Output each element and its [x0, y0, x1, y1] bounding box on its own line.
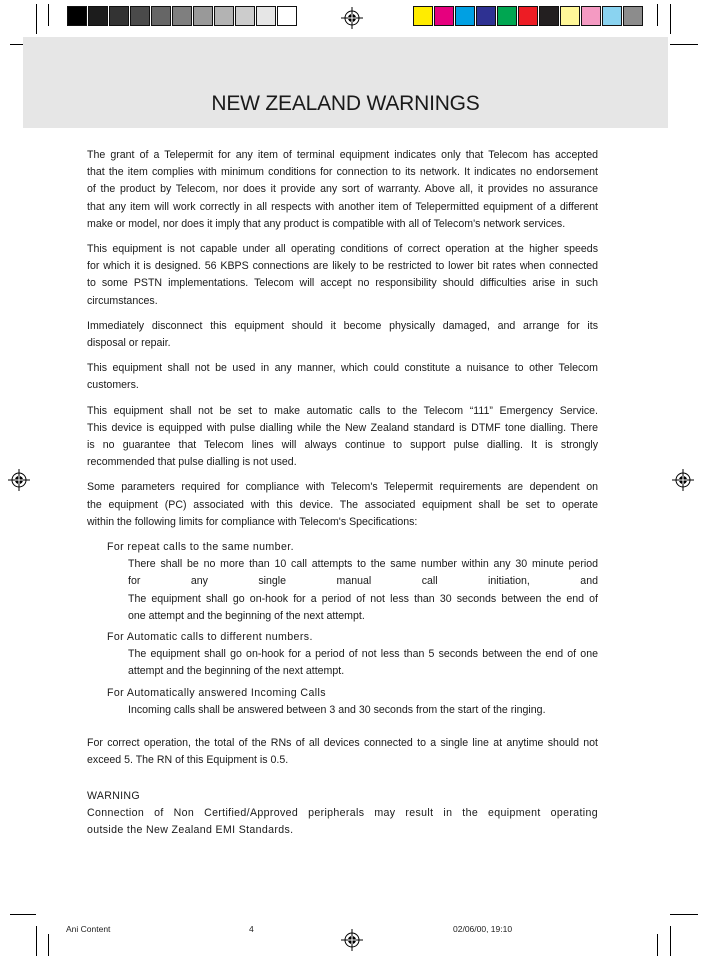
color-swatch: [88, 6, 108, 26]
text-line: one attempt and the beginning of the next attempt.: [128, 609, 365, 622]
paragraph: [87, 241, 598, 310]
text-line: Incoming calls shall be answered between 3 and 30 seconds from the start of the ringing.: [128, 703, 546, 716]
text-line: that any item will work correctly in all respects with another item of Telepermitted equipment of a different: [87, 200, 598, 213]
color-swatch: [151, 6, 171, 26]
text-line: Immediately disconnect this equipment should it become physically damaged, and arrange for its: [87, 319, 598, 332]
warnings-content: [87, 147, 598, 839]
text-line: For correct operation, the total of the RNs of all devices connected to a single line at anytime should not: [87, 737, 598, 750]
paragraph: [87, 360, 598, 394]
crop-mark: [48, 934, 49, 956]
crop-mark: [657, 4, 658, 26]
text-line: The grant of a Telepermit for any item of terminal equipment indicates only that Telecom has accepted: [87, 149, 598, 161]
crop-mark: [48, 4, 49, 26]
ringer-number-note: [87, 735, 598, 769]
text-line: The equipment shall go on-hook for a period of not less than 30 seconds between the end of: [128, 592, 598, 605]
color-swatch: [214, 6, 234, 26]
title-band: [23, 37, 668, 128]
color-swatch: [256, 6, 276, 26]
crop-mark: [657, 934, 658, 956]
registration-mark-icon: [341, 7, 363, 29]
text-line: customers.: [87, 379, 139, 392]
text-line: This equipment is not capable under all operating conditions of correct operation at the higher speeds: [87, 243, 598, 256]
footer-page-number: 4: [249, 924, 254, 934]
paragraph: [87, 147, 598, 233]
registration-mark-icon: [8, 469, 30, 491]
color-swatch: [455, 6, 475, 26]
text-line: exceed 5. The RN of this Equipment is 0.5.: [87, 754, 289, 767]
crop-mark: [670, 4, 671, 34]
text-line: make or model, nor does it imply that any product is compatible with all of Telecom's network services.: [87, 217, 566, 230]
text-line: The equipment shall go on-hook for a period of not less than 5 seconds between the end of one: [128, 648, 598, 661]
registration-mark-icon: [672, 469, 694, 491]
text-line: disposal or repair.: [87, 337, 171, 350]
limit-heading: For Automatic calls to different numbers.: [107, 631, 313, 644]
text-line: Some parameters required for compliance with Telecom's Telepermit requirements are dependent on: [87, 481, 598, 494]
text-line: This equipment shall not be used in any manner, which could constitute a nuisance to other Telecom: [87, 362, 598, 375]
text-line: This equipment shall not be set to make automatic calls to the Telecom “111” Emergency Service.: [87, 404, 598, 417]
text-line: to some PSTN implementations. Telecom will accept no responsibility should difficulties arise in such: [87, 277, 598, 290]
warning-text: [87, 805, 598, 839]
color-swatch: [109, 6, 129, 26]
page-title: NEW ZEALAND WARNINGS: [211, 92, 480, 115]
color-swatch: [67, 6, 87, 26]
color-swatch: [193, 6, 213, 26]
paragraph: [87, 318, 598, 352]
registration-mark-icon: [341, 929, 363, 951]
color-swatch: [476, 6, 496, 26]
color-swatch: [235, 6, 255, 26]
crop-mark: [36, 4, 37, 34]
limit-body: [128, 702, 598, 719]
text-line: for any single manual call initiation, and: [128, 575, 598, 588]
crop-mark: [10, 914, 36, 915]
limit-heading: For repeat calls to the same number.: [107, 541, 294, 554]
color-swatch: [560, 6, 580, 26]
limit-body: [128, 646, 598, 680]
crop-mark: [36, 926, 37, 956]
color-swatch: [539, 6, 559, 26]
text-line: is no guarantee that Telecom lines will always continue to support pulse dialling. It is strongly: [87, 439, 598, 452]
paragraph: [87, 403, 598, 472]
color-swatch: [172, 6, 192, 26]
color-swatch: [497, 6, 517, 26]
text-line: There shall be no more than 10 call attempts to the same number within any 30 minute period: [128, 558, 598, 571]
crop-mark: [670, 926, 671, 956]
color-swatch: [518, 6, 538, 26]
warning-heading: WARNING: [87, 789, 140, 802]
crop-mark: [670, 914, 698, 915]
text-line: outside the New Zealand EMI Standards.: [87, 823, 294, 836]
color-swatch: [623, 6, 643, 26]
text-line: This device is equipped with pulse dialling while the New Zealand standard is DTMF tone dialling. There: [87, 421, 598, 434]
footer-file-name: Ani Content: [66, 924, 111, 934]
text-line: within the following limits for compliance with Telecom's Specifications:: [87, 515, 418, 528]
limit-body: [128, 556, 598, 625]
text-line: that the item complies with minimum conditions for connection to its network. It indicates no endorsement: [87, 166, 598, 179]
intro-paragraphs: [87, 147, 598, 531]
color-swatch: [581, 6, 601, 26]
color-swatch: [130, 6, 150, 26]
grayscale-color-bar: [67, 6, 298, 26]
crop-mark: [670, 44, 698, 45]
process-color-bar: [413, 6, 644, 26]
footer-timestamp: 02/06/00, 19:10: [453, 924, 513, 934]
text-line: circumstances.: [87, 294, 158, 307]
compliance-limits: [87, 539, 598, 719]
color-swatch: [413, 6, 433, 26]
paragraph: [87, 479, 598, 531]
text-line: Connection of Non Certified/Approved peripherals may result in the equipment operating: [87, 806, 598, 819]
color-swatch: [277, 6, 297, 26]
text-line: of the product by Telecom, nor does it provide any sort of warranty. Above all, it provides no assurance: [87, 183, 598, 196]
text-line: attempt and the beginning of the next attempt.: [128, 665, 345, 678]
text-line: for which it is designed. 56 KBPS connections are likely to be restricted to lower bit rates when connected: [87, 260, 598, 273]
limit-heading: For Automatically answered Incoming Calls: [107, 686, 326, 699]
text-line: recommended that pulse dialling is not used.: [87, 456, 297, 469]
text-line: the equipment (PC) associated with this device. The associated equipment shall be set to operate: [87, 498, 598, 511]
color-swatch: [434, 6, 454, 26]
color-swatch: [602, 6, 622, 26]
